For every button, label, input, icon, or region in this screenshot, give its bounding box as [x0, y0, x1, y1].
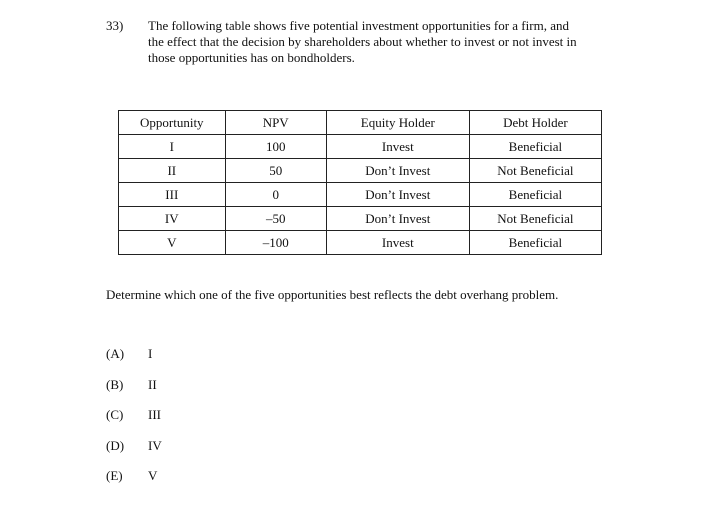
cell-opportunity: I	[119, 135, 226, 159]
cell-equity-holder: Don’t Invest	[326, 183, 469, 207]
question-text	[148, 18, 648, 66]
choice-text: I	[148, 346, 153, 361]
answer-choice-e[interactable]	[106, 468, 157, 484]
header-npv: NPV	[225, 111, 326, 135]
table-row	[119, 231, 602, 255]
question-text-line: the effect that the decision by shareholders about whether to invest or not invest in	[148, 34, 577, 49]
cell-opportunity: IV	[119, 207, 226, 231]
cell-equity-holder: Invest	[326, 135, 469, 159]
cell-debt-holder: Beneficial	[469, 135, 601, 159]
choice-letter: (A)	[106, 346, 125, 361]
question-number: 33)	[106, 18, 124, 33]
cell-opportunity: V	[119, 231, 226, 255]
question-text-line: The following table shows five potential investment opportunities for a firm, and	[148, 18, 569, 33]
cell-equity-holder: Don’t Invest	[326, 159, 469, 183]
cell-npv: –100	[225, 231, 326, 255]
choice-letter: (C)	[106, 407, 124, 422]
choice-text: III	[148, 407, 161, 422]
cell-opportunity: II	[119, 159, 226, 183]
answer-choice-c[interactable]	[106, 407, 161, 423]
cell-equity-holder: Invest	[326, 231, 469, 255]
choice-letter: (D)	[106, 438, 125, 453]
cell-npv: 50	[225, 159, 326, 183]
investment-table	[118, 110, 602, 255]
table-row	[119, 135, 602, 159]
answer-choice-b[interactable]	[106, 377, 157, 393]
header-opportunity: Opportunity	[119, 111, 226, 135]
header-debt-holder: Debt Holder	[469, 111, 601, 135]
table-row	[119, 159, 602, 183]
choice-text: V	[148, 468, 158, 483]
choice-letter: (B)	[106, 377, 124, 392]
cell-debt-holder: Beneficial	[469, 231, 601, 255]
table-header-row	[119, 111, 602, 135]
cell-equity-holder: Don’t Invest	[326, 207, 469, 231]
question-prompt: Determine which one of the five opportunities best reflects the debt overhang problem.	[106, 287, 559, 302]
choice-letter: (E)	[106, 468, 123, 483]
question-text-line: those opportunities has on bondholders.	[148, 50, 355, 65]
cell-opportunity: III	[119, 183, 226, 207]
cell-npv: 0	[225, 183, 326, 207]
choice-text: II	[148, 377, 157, 392]
table-row	[119, 183, 602, 207]
cell-debt-holder: Not Beneficial	[469, 207, 601, 231]
cell-npv: 100	[225, 135, 326, 159]
cell-npv: –50	[225, 207, 326, 231]
answer-choice-a[interactable]	[106, 346, 152, 362]
header-equity-holder: Equity Holder	[326, 111, 469, 135]
answer-choice-d[interactable]	[106, 438, 162, 454]
cell-debt-holder: Beneficial	[469, 183, 601, 207]
cell-debt-holder: Not Beneficial	[469, 159, 601, 183]
choice-text: IV	[148, 438, 162, 453]
table-row	[119, 207, 602, 231]
